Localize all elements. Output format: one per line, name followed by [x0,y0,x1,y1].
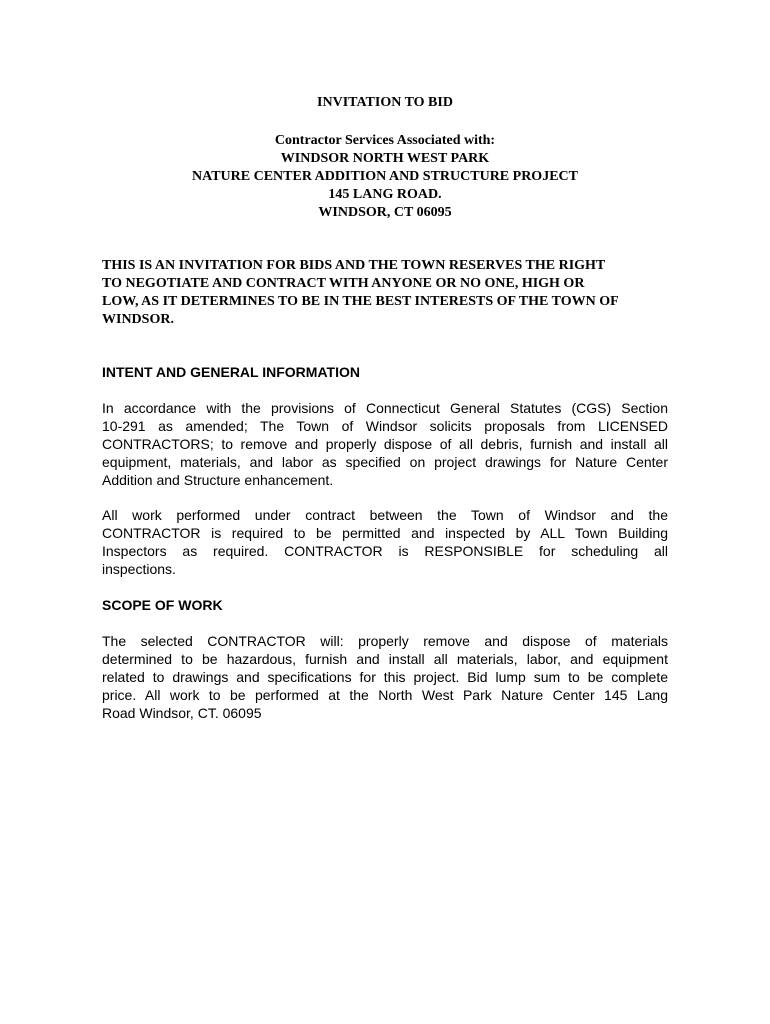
bid-notice [102,257,674,329]
intent-paragraph-1 [102,399,668,489]
paragraph-line: determined to be hazardous, furnish and install all materials, labor, and equipment [102,651,668,667]
scope-paragraph [102,632,668,722]
subtitle-line: Contractor Services Associated with: [274,133,496,148]
subtitle-line: WINDSOR, CT 06095 [318,205,452,220]
paragraph-line: Road Windsor, CT. 06095 [102,705,262,721]
notice-line: LOW, AS IT DETERMINES TO BE IN THE BEST INTERESTS OF THE TOWN OF [102,294,619,309]
subtitle-line: NATURE CENTER ADDITION AND STRUCTURE PROJECT [192,169,578,184]
paragraph-line: Addition and Structure enhancement. [102,472,334,488]
intent-heading: INTENT AND GENERAL INFORMATION [102,364,360,380]
paragraph-line: Inspectors as required. CONTRACTOR is RESPONSIBLE for scheduling all [102,543,668,559]
intent-paragraph-2 [102,506,668,578]
subtitle-line: 145 LANG ROAD. [328,187,442,202]
paragraph-line: equipment, materials, and labor as specified on project drawings for Nature Center [102,454,668,470]
paragraph-line: related to drawings and specifications for this project. Bid lump sum to be complete [102,669,668,685]
scope-heading: SCOPE OF WORK [102,597,223,613]
paragraph-line: inspections. [102,561,176,577]
subtitle-line: WINDSOR NORTH WEST PARK [280,151,490,166]
paragraph-line: The selected CONTRACTOR will: properly remove and dispose of materials [102,633,668,649]
document-title-block [0,94,770,112]
paragraph-line: CONTRACTORS; to remove and properly dispose of all debris, furnish and install all [102,436,668,452]
notice-line: TO NEGOTIATE AND CONTRACT WITH ANYONE OR NO ONE, HIGH OR [102,276,585,291]
notice-line: THIS IS AN INVITATION FOR BIDS AND THE TOWN RESERVES THE RIGHT [102,258,606,273]
paragraph-line: All work performed under contract between the Town of Windsor and the [102,507,668,523]
paragraph-line: price. All work to be performed at the North West Park Nature Center 145 Lang [102,687,668,703]
paragraph-line: In accordance with the provisions of Connecticut General Statutes (CGS) Section [102,400,668,416]
project-subtitle-block [0,132,770,222]
paragraph-line: CONTRACTOR is required to be permitted and inspected by ALL Town Building [102,525,668,541]
document-title: INVITATION TO BID [317,95,453,110]
notice-line: WINDSOR. [102,312,174,327]
paragraph-line: 10-291 as amended; The Town of Windsor solicits proposals from LICENSED [102,418,668,434]
